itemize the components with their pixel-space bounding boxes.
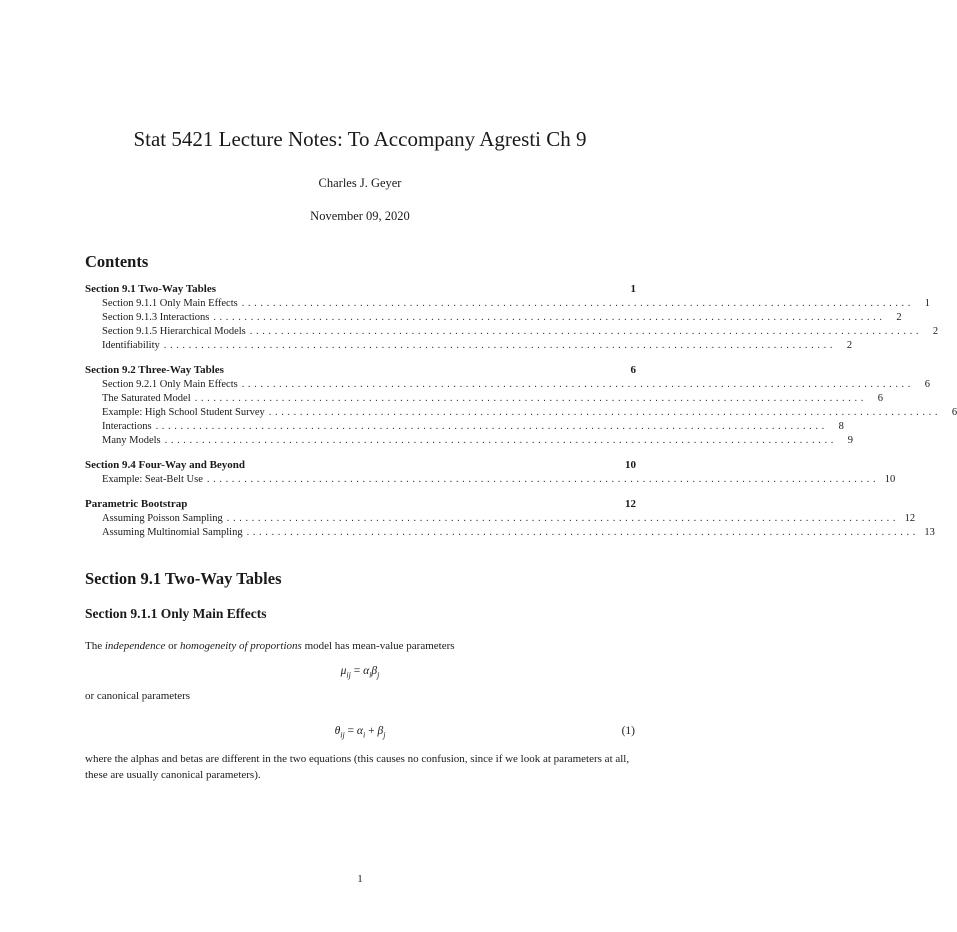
eq-operator: = — [344, 725, 357, 737]
page-number: 1 — [357, 873, 363, 885]
toc-subsection-entry[interactable] — [85, 339, 853, 353]
toc-entry-label: Many Models — [102, 435, 161, 446]
paragraph-text: or — [165, 640, 180, 652]
toc-subsection-entry[interactable] — [85, 406, 957, 420]
toc-leader-dots: ............................................................................................................ — [155, 421, 828, 432]
document-date: November 09, 2020 — [310, 209, 410, 223]
toc-subsection-entry[interactable] — [85, 325, 939, 339]
emphasis-text: homogeneity of proportions — [180, 640, 302, 652]
toc-page-number: 10 — [625, 459, 636, 471]
toc-entry-label: Section 9.1.1 Only Main Effects — [102, 298, 238, 309]
section-heading: Section 9.1 Two-Way Tables — [85, 569, 282, 588]
toc-leader-dots: ............................................................................................................ — [194, 393, 867, 404]
eq-symbol: θ — [334, 725, 341, 737]
eq-operator: = — [350, 665, 364, 677]
toc-leader-dots: ............................................................................................................ — [206, 474, 880, 485]
paragraph: or canonical parameters — [85, 690, 191, 702]
toc-leader-dots: ............................................................................................................ — [213, 312, 886, 323]
toc-section-label: Section 9.4 Four-Way and Beyond — [85, 459, 246, 471]
paragraph — [85, 638, 637, 654]
eq-subscript: i — [362, 730, 366, 740]
paragraph-text: model has mean-value parameters — [301, 640, 455, 652]
toc-group — [85, 458, 896, 487]
toc-leader-dots: ............................................................................................................ — [246, 527, 919, 538]
toc-subsection-entry[interactable] — [85, 512, 916, 526]
toc-leader-dots: ............................................................................................................ — [268, 407, 942, 418]
emphasis-text: independence — [104, 640, 166, 652]
toc-entry-label: Assuming Multinomial Sampling — [102, 527, 243, 538]
toc-group — [85, 363, 957, 448]
toc-subsection-entry[interactable] — [85, 378, 931, 392]
toc-page-number: 2 — [896, 312, 902, 323]
toc-section-label: Section 9.1 Two-Way Tables — [85, 283, 217, 295]
document-author: Charles J. Geyer — [318, 176, 402, 190]
toc-page-number: 1 — [924, 298, 931, 309]
toc-section-label: Section 9.2 Three-Way Tables — [85, 364, 224, 376]
toc-entry-label: The Saturated Model — [102, 393, 191, 404]
toc-page-number: 10 — [884, 474, 896, 485]
subsection-heading: Section 9.1.1 Only Main Effects — [85, 606, 267, 621]
toc-entry-label: Section 9.1.3 Interactions — [102, 312, 210, 323]
toc-page-number: 12 — [904, 513, 916, 524]
paragraph: where the alphas and betas are different in the two equations (this causes no confusion, since if we look at parameters at all, these are usually canonical parameters). — [85, 753, 630, 781]
toc-page-number: 6 — [877, 393, 883, 404]
equation-number: (1) — [621, 725, 635, 737]
toc-entry-label: Section 9.1.5 Hierarchical Models — [102, 326, 246, 337]
toc-page-number: 2 — [846, 340, 853, 351]
table-of-contents — [85, 282, 957, 550]
paragraph-text: The — [85, 640, 105, 652]
equation-canonical — [0, 725, 720, 739]
equation-mean-value — [0, 665, 720, 679]
toc-leader-dots: ............................................................................................................ — [164, 435, 837, 446]
toc-page-number: 13 — [924, 527, 935, 538]
eq-symbol: μ — [340, 665, 347, 677]
toc-subsection-entry[interactable] — [85, 434, 853, 448]
toc-entry-label: Example: High School Student Survey — [102, 407, 265, 418]
document-title: Stat 5421 Lecture Notes: To Accompany Agresti Ch 9 — [133, 127, 587, 151]
toc-section-entry[interactable] — [85, 497, 636, 512]
toc-page-number: 6 — [924, 379, 931, 390]
eq-subscript: ij — [346, 670, 351, 680]
eq-subscript: i — [369, 670, 372, 680]
toc-entry-label: Assuming Poisson Sampling — [102, 513, 223, 524]
eq-subscript: j — [377, 670, 380, 680]
toc-entry-label: Identifiability — [102, 340, 160, 351]
toc-subsection-entry[interactable] — [85, 311, 902, 325]
toc-page-number: 9 — [847, 435, 853, 446]
eq-operator: + — [365, 725, 378, 737]
eq-subscript: ij — [340, 730, 345, 740]
toc-page-number: 8 — [838, 421, 844, 432]
toc-subsection-entry[interactable] — [85, 473, 896, 487]
toc-group — [85, 282, 939, 353]
toc-entry-label: Interactions — [102, 421, 152, 432]
toc-subsection-entry[interactable] — [85, 526, 935, 540]
toc-entry-label: Example: Seat-Belt Use — [102, 474, 203, 485]
toc-page-number: 6 — [951, 407, 957, 418]
toc-subsection-entry[interactable] — [85, 392, 883, 406]
toc-subsection-entry[interactable] — [85, 420, 844, 434]
toc-section-label: Parametric Bootstrap — [85, 498, 188, 510]
toc-leader-dots: ............................................................................................................ — [241, 379, 915, 390]
toc-leader-dots: ............................................................................................................ — [163, 340, 837, 351]
toc-page-number: 12 — [625, 498, 636, 510]
toc-leader-dots: ............................................................................................................ — [249, 326, 923, 337]
eq-symbol: β — [377, 725, 384, 737]
contents-heading: Contents — [85, 252, 149, 271]
eq-symbol: α — [356, 725, 363, 737]
toc-section-entry[interactable] — [85, 363, 636, 378]
toc-subsection-entry[interactable] — [85, 297, 931, 311]
toc-page-number: 6 — [630, 364, 636, 376]
toc-group — [85, 497, 935, 540]
toc-page-number: 2 — [932, 326, 939, 337]
toc-section-entry[interactable] — [85, 458, 636, 473]
toc-page-number: 1 — [630, 283, 636, 295]
toc-leader-dots: ............................................................................................................ — [241, 298, 915, 309]
toc-section-entry[interactable] — [85, 282, 636, 297]
eq-symbol: α — [363, 665, 370, 677]
eq-subscript: j — [383, 730, 386, 740]
toc-entry-label: Section 9.2.1 Only Main Effects — [102, 379, 238, 390]
toc-leader-dots: ............................................................................................................ — [226, 513, 900, 524]
eq-symbol: β — [371, 665, 378, 677]
